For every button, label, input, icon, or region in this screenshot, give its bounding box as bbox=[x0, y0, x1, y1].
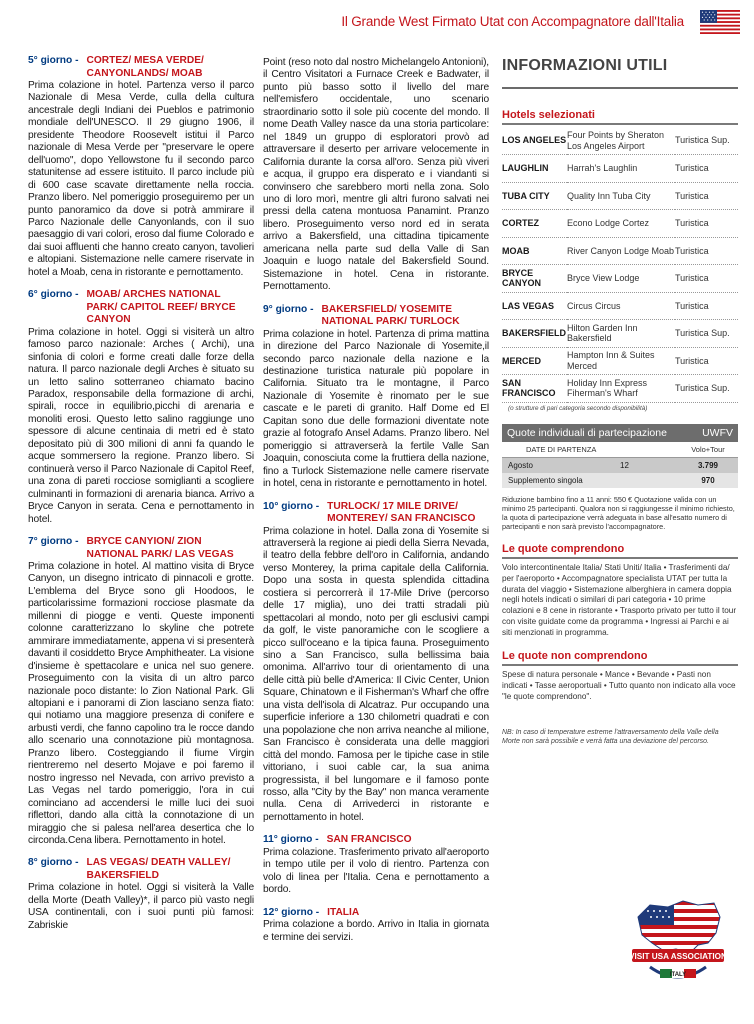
hotel-row bbox=[502, 347, 738, 375]
hotel-category: Turistica bbox=[675, 210, 738, 238]
hotel-row bbox=[502, 155, 738, 183]
day-title: BRYCE CANYION/ ZION NATIONAL PARK/ LAS VEGAS bbox=[86, 536, 234, 560]
quote-row-price: 970 bbox=[701, 475, 715, 485]
included-heading: Le quote comprendono bbox=[502, 543, 625, 556]
included-text: Volo intercontinentale Italia/ Stati Uniti/ Italia • Trasferimenti da/ per l'aeroporto • Accompagnatore specialista UTAT per tutta la durata del viaggio • Sistemazione alberghiera in camera doppia negli hotels indicati o similari di pari categoria • 10 prime colazioni e 8 cene in ristorante • Trasporto privato per tutto il tour con visite guidate come da programma • Ingressi ai Parchi e ai siti menzionati in programma. bbox=[502, 563, 737, 637]
hotel-name: River Canyon Lodge Moab bbox=[567, 237, 675, 265]
day-title: MOAB/ ARCHES NATIONAL PARK/ CAPITOL REEF/ BRYCE CANYON bbox=[86, 289, 236, 326]
hotel-row bbox=[502, 292, 738, 320]
day-number: 7° giorno - bbox=[28, 536, 79, 547]
hotel-name: Bryce View Lodge bbox=[567, 265, 675, 293]
hotel-category: Turistica bbox=[675, 182, 738, 210]
quote-row bbox=[502, 473, 738, 488]
hotel-name: Harrah's Laughlin bbox=[567, 155, 675, 183]
day-number: 10° giorno - bbox=[263, 500, 320, 512]
hotel-category: Turistica bbox=[675, 347, 738, 375]
divider bbox=[502, 87, 738, 89]
hotel-category: Turistica bbox=[675, 265, 738, 293]
divider bbox=[502, 123, 738, 125]
quote-row-price: 3.799 bbox=[697, 460, 719, 470]
hotel-name: Hampton Inn & Suites Merced bbox=[567, 347, 675, 375]
divider bbox=[502, 557, 738, 559]
quote-code: UWFV bbox=[702, 426, 733, 439]
day-number: 11° giorno - bbox=[263, 834, 319, 846]
day-title: LAS VEGAS/ DEATH VALLEY/ BAKERSFIELD bbox=[86, 857, 231, 881]
hotel-city: LOS ANGELES bbox=[502, 127, 567, 155]
hotels-table bbox=[502, 127, 738, 403]
day-description: Prima colazione. Trasferimento privato all'aeroporto in tempo utile per il volo di rientro. Partenza con volo di linea per l'Italia. Cena e pernottamento a bordo. bbox=[263, 846, 489, 896]
hotel-category: Turistica Sup. bbox=[675, 320, 738, 348]
day-title: TURLOCK/ 17 MILE DRIVE/ MONTEREY/ SAN FRANCISCO bbox=[327, 500, 476, 524]
hotel-row bbox=[502, 375, 738, 403]
hotel-name: Quality Inn Tuba City bbox=[567, 182, 675, 210]
day-title: SAN FRANCISCO bbox=[326, 834, 412, 846]
day-number: 6° giorno - bbox=[28, 289, 79, 301]
quote-row-label: Agosto bbox=[508, 460, 533, 470]
quote-notes: Riduzione bambino fino a 11 anni: 550 € Quotazione valida con un minimo 25 partecipanti. Qualora non si raggiungesse il minimo richiesto, la quota di partecipazione verrà adeguata in base all'esatto numero di partecipanti e non sarà previsto l'accompagnatore. bbox=[502, 494, 735, 532]
quote-header bbox=[502, 424, 738, 442]
hotel-city: LAS VEGAS bbox=[502, 292, 567, 320]
hotel-name: Hilton Garden Inn Bakersfield bbox=[567, 320, 675, 348]
excluded-section bbox=[502, 650, 738, 702]
hotel-city: SAN FRANCISCO bbox=[502, 375, 567, 403]
hotel-row bbox=[502, 320, 738, 348]
day-description: Prima colazione a bordo. Arrivo in Italia in giornata e termine dei servizi. bbox=[263, 919, 489, 943]
quote-row-label: Supplemento singola bbox=[508, 475, 583, 485]
hotel-city: TUBA CITY bbox=[502, 182, 567, 210]
day-description: Prima colazione in hotel. Oggi si visiterà un altro famoso parco nazionale: Arches ( Archi), una sinfonia di colori e forme creati dalle forze della natura. Il parco nazionale degli Arches è situato su un letto salino sotterraneo chiamato bacino Paradox, responsabile della formazione di archi, spirali, rocce in equilibrio,picchi di arenaria e monoliti erosi. Questo letto salino raggiunge uno spessore di alcune centinaia di metri ed è stato depositato più di 300 milioni di anni fa quando le acque sommersero la regione. Pranzo libero. Si continuerà verso il Parco Nazionale di Capitol Reef, una zona di pareti rocciose somiglianti a scogliere culminanti in formazioni di arenaria bianca. Arrivo a Bryce Canyon in serata. Cena e pernottamento in hotel. bbox=[28, 326, 254, 525]
nb-note: NB: In caso di temperature estreme l'attraversamento della Valle della Morte non sarà possibile e verrà fatta una deviazione del percorso. bbox=[502, 729, 719, 746]
hotel-city: MERCED bbox=[502, 347, 567, 375]
info-title: INFORMAZIONI UTILI bbox=[502, 57, 668, 74]
hotel-category: Turistica bbox=[675, 292, 738, 320]
hotel-city: MOAB bbox=[502, 237, 567, 265]
hotel-row bbox=[502, 182, 738, 210]
day-block bbox=[28, 289, 254, 526]
hotel-name: Holiday Inn Express Fiherman's Wharf bbox=[567, 375, 675, 403]
itinerary-column-1 bbox=[28, 55, 254, 942]
hotel-row bbox=[502, 210, 738, 238]
hotel-name: Four Points by Sheraton Los Angeles Airport bbox=[567, 127, 675, 155]
day-description: Prima colazione in hotel. Partenza verso il parco Nazionale di Mesa Verde, culla della cultura ancestrale degli Indiani dei Pueblos e patrimonio mondiale dell'UNESCO. Il 29 giugno 1906, il presidente Theodore Roosevelt istitui il Parco nazionale di Mesa Verde per "preservare le opere dell'uomo", dopo Yellowstone fu il secondo parco statunitense ad essere istituito. Il parco include più di 600 case scavate direttamente nella roccia. Pranzo libero. Nel pomeriggio proseguiremo per un punto panoramico da dove si potrà ammirare il Parco Nazionale delle Canyonlands, con il suo paesaggio di vari colori, eroso dal fiume Colorado e dai suoi affluenti che hanno creato canyon, tavolieri e altopiani. Sistemazione nelle camere riservate in hotel a Moab, cena in ristorante e pernottamento. bbox=[28, 80, 254, 278]
day-number: 12° giorno - bbox=[263, 906, 320, 918]
included-section bbox=[502, 543, 738, 638]
hotel-city: BRYCE CANYON bbox=[502, 265, 567, 293]
divider bbox=[502, 664, 738, 666]
day-block bbox=[28, 536, 254, 847]
info-column bbox=[502, 55, 738, 746]
excluded-heading: Le quote non comprendono bbox=[502, 650, 648, 663]
day-block-continued bbox=[263, 57, 489, 294]
day-number: 9° giorno - bbox=[263, 303, 314, 315]
hotel-category: Turistica Sup. bbox=[675, 375, 738, 403]
hotel-name: Circus Circus bbox=[567, 292, 675, 320]
quote-row-date: 12 bbox=[620, 460, 629, 470]
hotel-city: CORTEZ bbox=[502, 210, 567, 238]
hotel-city: BAKERSFIELD bbox=[502, 320, 567, 348]
hotel-category: Turistica bbox=[675, 237, 738, 265]
quote-columns bbox=[502, 442, 738, 458]
day-block bbox=[263, 907, 489, 944]
day-block bbox=[263, 834, 489, 896]
day-number: 5° giorno - bbox=[28, 55, 79, 66]
hotel-row bbox=[502, 265, 738, 293]
excluded-text: Spese di natura personale • Mance • Bevande • Pasti non indicati • Tasse aeroportuali • Tutto quanto non indicato alla voce "le quote comprendono". bbox=[502, 670, 736, 701]
hotel-row bbox=[502, 237, 738, 265]
day-description: Point (reso noto dal nostro Michelangelo Antonioni), il Centro Visitatori a Furnace Creek e Badwater, il punto più basso sotto il livello del mare nell'emisfero occidentale, uno scenario straordinario sotto il sole più cocente del mondo. Il nome Death Valley nasce da una storia particolare: nel 1849 un gruppo di esploratori provò ad attraversare il deserto per arrivare velocemente in California durante la corsa all'oro. Senza più viveri e acqua, il gruppo era disperato e i viandanti si convinsero che sarebbero morti nella zona. Solo uno di loro morì, mentre gli altri furono salvati nei pressi della catena montuosa Panamint. Pranzo libero. Proseguimento verso nord ed in serata arrivo a Bakersfield, una cittadina tipicamente americana nella parte sud della Valle di San Joaquin e luogo natale del Bakersfield Sound. Sistemazione in hotel. Cena in ristorante. Pernottamento. bbox=[263, 57, 489, 293]
hotels-heading: Hotels selezionati bbox=[502, 109, 595, 121]
page-header-title: Il Grande West Firmato Utat con Accompagnatore dall'Italia bbox=[341, 14, 684, 29]
logo-subtext: ITALY bbox=[669, 972, 687, 978]
visit-usa-association-logo-icon bbox=[628, 887, 728, 987]
hotel-name: Econo Lodge Cortez bbox=[567, 210, 675, 238]
day-block bbox=[28, 857, 254, 932]
quote-row bbox=[502, 458, 738, 473]
day-description: Prima colazione in hotel. Oggi si visiterà la Valle della Morte (Death Valley)*, il parco più vasto negli USA continentali, con i suoi punti più famosi: Zabriskie bbox=[28, 882, 254, 931]
hotel-category: Turistica Sup. bbox=[675, 127, 738, 155]
quote-row-date bbox=[620, 476, 678, 485]
day-block bbox=[263, 501, 489, 825]
day-title: CORTEZ/ MESA VERDE/ CANYONLANDS/ MOAB bbox=[86, 55, 204, 79]
quote-heading: Quote individuali di partecipazione bbox=[507, 426, 667, 439]
itinerary-column-2 bbox=[263, 57, 489, 954]
hotels-footnote: (o strutture di pari categoria secondo disponibilità) bbox=[508, 404, 648, 412]
day-block bbox=[28, 55, 254, 279]
quote-col-date: DATE DI PARTENZA bbox=[526, 444, 597, 454]
day-title: ITALIA bbox=[327, 906, 360, 918]
day-number: 8° giorno - bbox=[28, 857, 79, 869]
quote-col-price: Volo+Tour bbox=[691, 444, 725, 454]
hotel-row bbox=[502, 127, 738, 155]
day-description: Prima colazione in hotel. Dalla zona di Yosemite si attraverserà la regione ai piedi della Sierra Nevada, il teatro della febbre dell'oro in California, andando verso Monterey, la prima capitale della California. Dopo una sosta in questa splendida cittadina costiera si percorrerà il 17-Mile Drive (percorso delle 17 miglia), uno dei tratti stradali più spettacolari al mondo, noto per gli esclusivi campi da golf, le viste panoramiche con le scogliere a picco sull'oceano e la tipica fauna. Proseguimento sino a San Francisco, sulla bellissima baia omonima. All'arrivo tour di orientamento di una delle città più belle d'America: Il Civic Center, Union Square, Chinatown e il Fisherman's Wharf che offre una vista dell'isola di Alcatraz. Pur occupando una superficie inferiore a 130 chilometri quadrati e con una popolazione che non arriva neanche al milione, San Francisco è considerata una delle maggiori città del mondo. Famosa per le tipiche case in stile vittoriano, i suoi cable car, la sua anima progressista, il bel lungomare e il famoso ponte rosso, alla "City by the Bay" non manca veramente nulla. Cena di Arrivederci in ristorante e pernottamento in hotel. bbox=[263, 525, 489, 823]
logo-text: VISIT USA ASSOCIATION bbox=[629, 952, 727, 961]
hotel-city: LAUGHLIN bbox=[502, 155, 567, 183]
hotel-category: Turistica bbox=[675, 155, 738, 183]
day-title: BAKERSFIELD/ YOSEMITE NATIONAL PARK/ TURLOCK bbox=[321, 303, 460, 328]
day-block bbox=[263, 304, 489, 491]
day-description: Prima colazione in hotel. Partenza di prima mattina in direzione del Parco Nazionale di Yosemite,il secondo parco nazionale della nazione e la destinazione turistica naturale più popolare in California. Situato tra le montagne, il Parco Nazionale di Yosemite è rinomato per le sue cascate e le pareti di granito. Half Dome ed El Capitan sono due delle formazioni diventate note grazie al fotografo Ansel Adams. Pranzo libero. Nel pomeriggio si attraverserà la fertile Valle San Joaquin, conosciuta come la fruttiera della nazione, fino a Turlock Sistemazione nelle camere riservate in hotel, cena in ristorante e pernottamento in hotel. bbox=[263, 328, 489, 490]
day-description: Prima colazione in hotel. Al mattino visita di Bryce Canyon, un disegno intricato di pinnacoli e grotte. L'emblema del Bryce sono gli Hoodoos, le particolarissime formazioni rocciose plasmate da millenni di piogge e venti. Queste imponenti colonne caratterizzano lo skyline che potrete ammirare immediatamente, appena vi si presenterà davanti il cosiddetto Bryce Amphitheater. La visione d'insieme è spettacolare e unica nel suo genere. Proseguimento con la visita di un altro parco nazionale poco distante: lo Zion National Park. Gli altopiani e i panorami di Zion lasciano senza fiato: qui notiamo una maggiore presenza di conifere e arbusti verdi, che fanno capolino tra le rocce dando allo scenario una connotazione più montagnosa. Pranzo libero. Costeggiando il fiume Virgin rientreremo nel deserto Mojave e poi faremo il nostro ingresso nel Nevada, con arrivo previsto a Las Vegas nel tardo pomeriggio, l'ora in cui cominciano ad accendersi le mille luci dei suoi riflettori, dando alla città la connotazione di un miraggio che si palesa nell'area desertica che lo circonda.Cena libera. Pernottamento in hotel. bbox=[28, 561, 254, 846]
usa-flag-icon bbox=[700, 10, 740, 34]
